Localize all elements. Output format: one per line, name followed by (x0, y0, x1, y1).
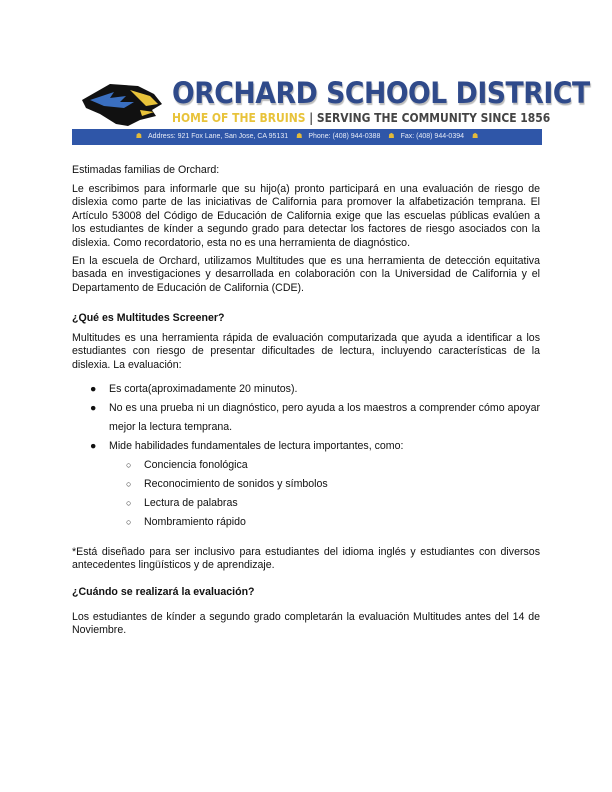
contact-bar (72, 129, 542, 145)
paragraph-orchard: En la escuela de Orchard, utilizamos Multitudes que es una herramienta de detección equitativa basada en investigaciones y desarrollada en colaboración con la Universidad de California y el Departamento de Educación de California (CDE). (72, 255, 540, 294)
paragraph-intro: Le escribimos para informarle que su hijo(a) pronto participará en una evaluación de riesgo de dislexia como parte de las iniciativas de California para promover la alfabetización temprana. El Artículo 53008 del Código de Educación de California exige que las escuelas públicas evalúen a los estudiantes de kínder a segundo grado para detectar los factores de riesgo asociados con la dislexia. Como recordatorio, esta no es una herramienta de diagnóstico. (72, 183, 540, 249)
paw-icon: ☗ (135, 133, 143, 140)
greeting: Estimadas familias de Orchard: (72, 164, 220, 176)
bullet-item: ● Es corta(aproximadamente 20 minutos). (90, 383, 298, 395)
sub-bullet-item: ○ Conciencia fonológica (126, 459, 248, 471)
district-name: ORCHARD SCHOOL DISTRICT (172, 76, 590, 110)
bullet-item: ● Mide habilidades fundamentales de lectura importantes, como: (90, 440, 404, 452)
paw-icon: ☗ (471, 133, 479, 140)
district-tagline: HOME OF THE BRUINS | SERVING THE COMMUNITY SINCE 1856 (172, 110, 551, 125)
paw-icon: ☗ (388, 133, 395, 140)
paragraph-multitudes: Multitudes es una herramienta rápida de evaluación computarizada que ayuda a identificar a los estudiantes con riesgo de presentar dificultades de lectura, incluyendo características de la dislexia. La evaluación: (72, 332, 540, 371)
heading-what-is: ¿Qué es Multitudes Screener? (72, 312, 225, 324)
fax: Fax: (408) 944-0394 (400, 133, 465, 140)
heading-when: ¿Cuándo se realizará la evaluación? (72, 586, 255, 598)
bruin-mascot-logo (80, 80, 164, 128)
inclusivity-note: *Está diseñado para ser inclusivo para estudiantes del idioma inglés y estudiantes con diversos antecedentes lingüísticos y de aprendizaje. (72, 546, 540, 572)
sub-bullet-item: ○ Lectura de palabras (126, 497, 238, 509)
address: Address: 921 Fox Lane, San Jose, CA 95131 (148, 133, 289, 140)
bullet-item: ● No es una prueba ni un diagnóstico, pero ayuda a los maestros a comprender cómo apoyar mejor la lectura temprana. (90, 402, 540, 433)
sub-bullet-item: ○ Nombramiento rápido (126, 516, 246, 528)
paragraph-timing: Los estudiantes de kínder a segundo grado completarán la evaluación Multitudes antes del 14 de Noviembre. (72, 611, 540, 637)
phone: Phone: (408) 944-0388 (308, 133, 381, 140)
district-banner (72, 74, 590, 146)
paw-icon: ☗ (296, 133, 303, 140)
sub-bullet-item: ○ Reconocimiento de sonidos y símbolos (126, 478, 328, 490)
